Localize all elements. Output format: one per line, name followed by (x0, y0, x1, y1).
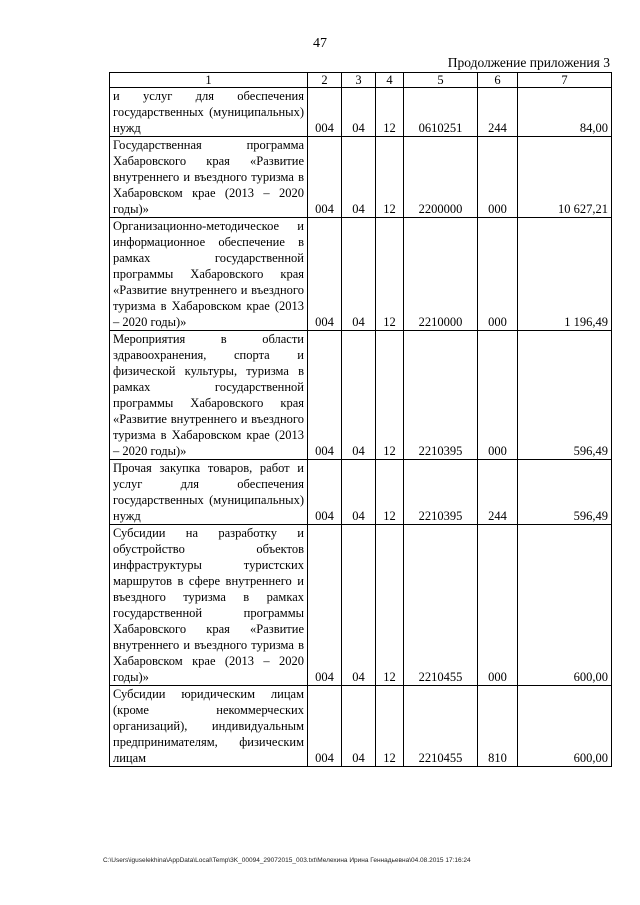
row-code-ministry: 004 (308, 218, 342, 331)
row-code-expense-type: 000 (478, 137, 518, 218)
row-code-ministry: 004 (308, 525, 342, 686)
row-amount: 1 196,49 (518, 218, 612, 331)
row-name: Организационно-методическое и информационное обеспечение в рамках государственной программы Хабаровского края «Развитие внутреннего и въездного туризма в Хабаровском крае (2013 – 2020 годы)» (110, 218, 308, 331)
header-col-5: 5 (404, 73, 478, 88)
row-code-subsection: 12 (376, 460, 404, 525)
row-code-subsection: 12 (376, 218, 404, 331)
row-code-target: 2210455 (404, 686, 478, 767)
row-code-ministry: 004 (308, 460, 342, 525)
row-code-expense-type: 244 (478, 88, 518, 137)
row-amount: 84,00 (518, 88, 612, 137)
row-code-ministry: 004 (308, 137, 342, 218)
row-code-ministry: 004 (308, 88, 342, 137)
row-code-target: 2210395 (404, 460, 478, 525)
row-name: и услуг для обеспечения государственных (муниципальных) нужд (110, 88, 308, 137)
row-code-target: 2210455 (404, 525, 478, 686)
table-row (110, 686, 612, 767)
budget-table (109, 72, 612, 767)
table-row (110, 137, 612, 218)
continuation-label: Продолжение приложения 3 (447, 55, 610, 70)
row-code-subsection: 12 (376, 88, 404, 137)
row-amount: 600,00 (518, 525, 612, 686)
row-name: Субсидии на разработку и обустройство объектов инфраструктуры туристских маршрутов в сфере внутреннего и въездного туризма в рамках государственной программы Хабаровского края «Развитие внутреннего и въездного туризма в Хабаровском крае (2013 – 2020 годы)» (110, 525, 308, 686)
row-code-section: 04 (342, 460, 376, 525)
row-code-target: 2200000 (404, 137, 478, 218)
file-path-footer: C:\Users\iguselekhina\AppData\Local\Temp\3K_00094_29072015_003.txt\Мелехина Ирина Геннадьевна\04.08.2015 17:16:24 (103, 857, 471, 864)
row-code-ministry: 004 (308, 331, 342, 460)
page-number: 47 (313, 36, 327, 51)
row-name: Субсидии юридическим лицам (кроме некоммерческих организаций), индивидуальным предпринимателям, физическим лицам (110, 686, 308, 767)
table-row (110, 460, 612, 525)
header-col-4: 4 (376, 73, 404, 88)
row-code-section: 04 (342, 686, 376, 767)
row-code-subsection: 12 (376, 331, 404, 460)
header-col-1: 1 (110, 73, 308, 88)
row-amount: 10 627,21 (518, 137, 612, 218)
row-code-target: 2210395 (404, 331, 478, 460)
row-code-section: 04 (342, 331, 376, 460)
row-code-ministry: 004 (308, 686, 342, 767)
row-code-section: 04 (342, 525, 376, 686)
row-code-target: 0610251 (404, 88, 478, 137)
table-row (110, 525, 612, 686)
row-amount: 596,49 (518, 460, 612, 525)
row-code-subsection: 12 (376, 686, 404, 767)
row-code-expense-type: 000 (478, 331, 518, 460)
table-row (110, 218, 612, 331)
row-name: Прочая закупка товаров, работ и услуг для обеспечения государственных (муниципальных) нужд (110, 460, 308, 525)
row-code-expense-type: 000 (478, 525, 518, 686)
table-row (110, 88, 612, 137)
row-code-section: 04 (342, 218, 376, 331)
header-col-2: 2 (308, 73, 342, 88)
header-col-7: 7 (518, 73, 612, 88)
row-amount: 596,49 (518, 331, 612, 460)
row-code-target: 2210000 (404, 218, 478, 331)
row-code-expense-type: 244 (478, 460, 518, 525)
row-amount: 600,00 (518, 686, 612, 767)
table-row (110, 331, 612, 460)
row-code-expense-type: 810 (478, 686, 518, 767)
header-col-3: 3 (342, 73, 376, 88)
row-code-section: 04 (342, 137, 376, 218)
row-code-subsection: 12 (376, 525, 404, 686)
header-row (110, 73, 612, 88)
row-code-subsection: 12 (376, 137, 404, 218)
row-code-expense-type: 000 (478, 218, 518, 331)
row-name: Мероприятия в области здравоохранения, спорта и физической культуры, туризма в рамках государственной программы Хабаровского края «Развитие внутреннего и въездного туризма в Хабаровском крае (2013 – 2020 годы)» (110, 331, 308, 460)
row-code-section: 04 (342, 88, 376, 137)
header-col-6: 6 (478, 73, 518, 88)
row-name: Государственная программа Хабаровского края «Развитие внутреннего и въездного туризма в Хабаровском крае (2013 – 2020 годы)» (110, 137, 308, 218)
